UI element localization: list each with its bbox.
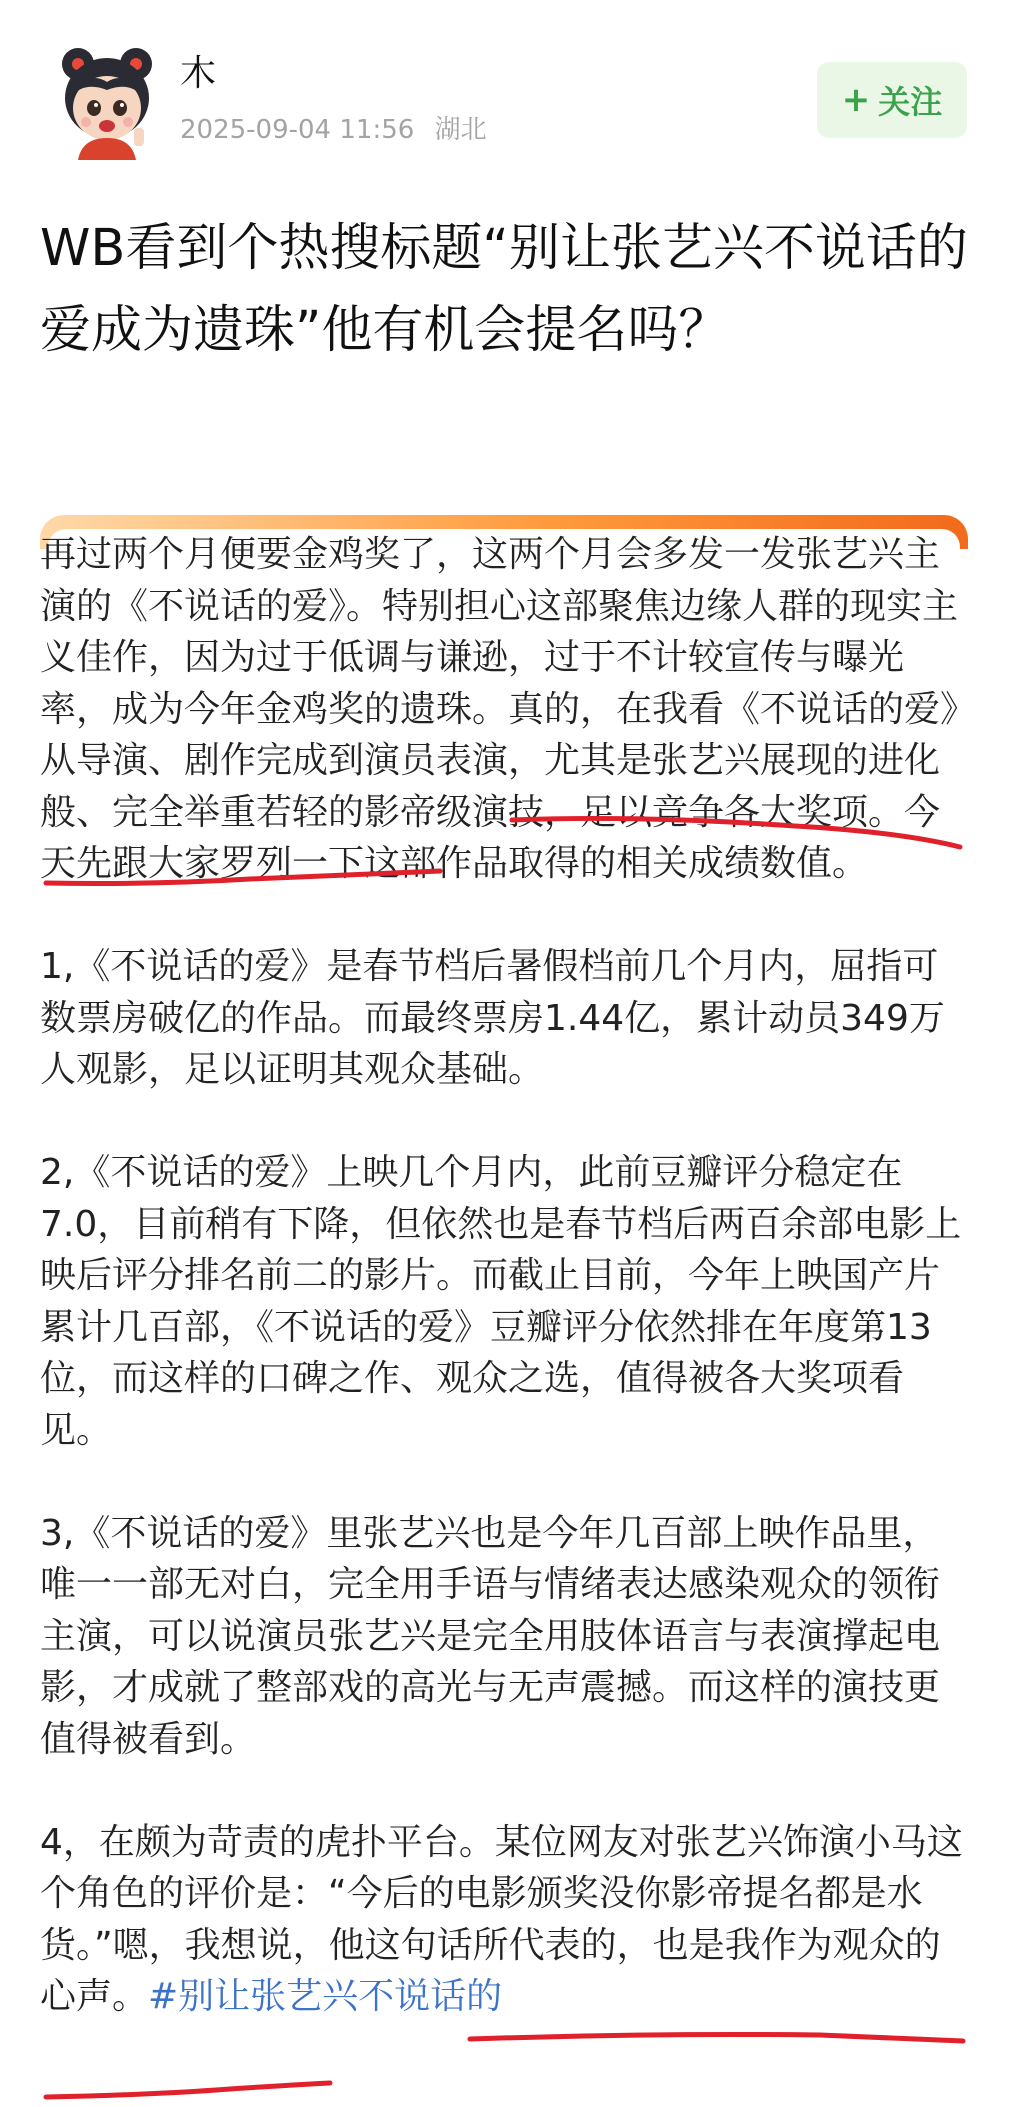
- article-paragraph: 4，在颇为苛责的虎扑平台。某位网友对张艺兴饰演小马这个角色的评价是：“今后的电影颁奖没你影帝提名都是水货。”嗯，我想说，他这句话所代表的，也是我作为观众的心声。#别让张艺兴不说话的: [40, 1821, 963, 2017]
- post-title: WB看到个热搜标题“别让张艺兴不说话的爱成为遗珠”他有机会提名吗？: [40, 219, 968, 360]
- post-location: 湖北: [434, 115, 487, 145]
- user-avatar[interactable]: [48, 42, 166, 160]
- plus-icon: +: [841, 80, 871, 120]
- follow-button[interactable]: [817, 62, 967, 138]
- article-paragraph: 3,《不说话的爱》里张艺兴也是今年几百部上映作品里，唯一一部无对白，完全用手语与情绪表达感染观众的领衔主演，可以说演员张艺兴是完全用肢体语言与表演撑起电影，才成就了整部戏的高光与无声震撼。而这样的演技更值得被看到。: [40, 1512, 941, 1760]
- post-timestamp: 2025-09-04 11:56: [180, 115, 415, 145]
- post-meta: [180, 112, 499, 148]
- post-header: [0, 0, 1009, 175]
- article-paragraph: 再过两个月便要金鸡奖了，这两个月会多发一发张艺兴主演的《不说话的爱》。特别担心这部聚焦边缘人群的现实主义佳作，因为过于低调与谦逊，过于不计较宣传与曝光率，成为今年金鸡奖的遗珠。真的，在我看《不说话的爱》从导演、剧作完成到演员表演，尤其是张艺兴展现的进化般、完全举重若轻的影帝级演技，足以竞争各大奖项。今天先跟大家罗列一下这部作品取得的相关成绩数值。: [40, 534, 959, 884]
- hashtag-link[interactable]: #别让张艺兴不说话的: [148, 1976, 503, 2017]
- username[interactable]: 木: [180, 53, 217, 94]
- follow-label: 关注: [878, 83, 943, 121]
- article-paragraph: 1,《不说话的爱》是春节档后暑假档前几个月内，屈指可数票房破亿的作品。而最终票房1.44亿，累计动员349万人观影，足以证明其观众基础。: [40, 946, 945, 1090]
- article-card: [0, 515, 1009, 2107]
- article-body: [40, 529, 970, 2074]
- article-paragraph: 2,《不说话的爱》上映几个月内，此前豆瓣评分稳定在7.0，目前稍有下降，但依然也是春节档后两百余部电影上映后评分排名前二的影片。而截止目前，今年上映国产片累计几百部，《不说话的爱》豆瓣评分依然排在年度第13位，而这样的口碑之作、观众之选，值得被各大奖项看见。: [40, 1152, 962, 1451]
